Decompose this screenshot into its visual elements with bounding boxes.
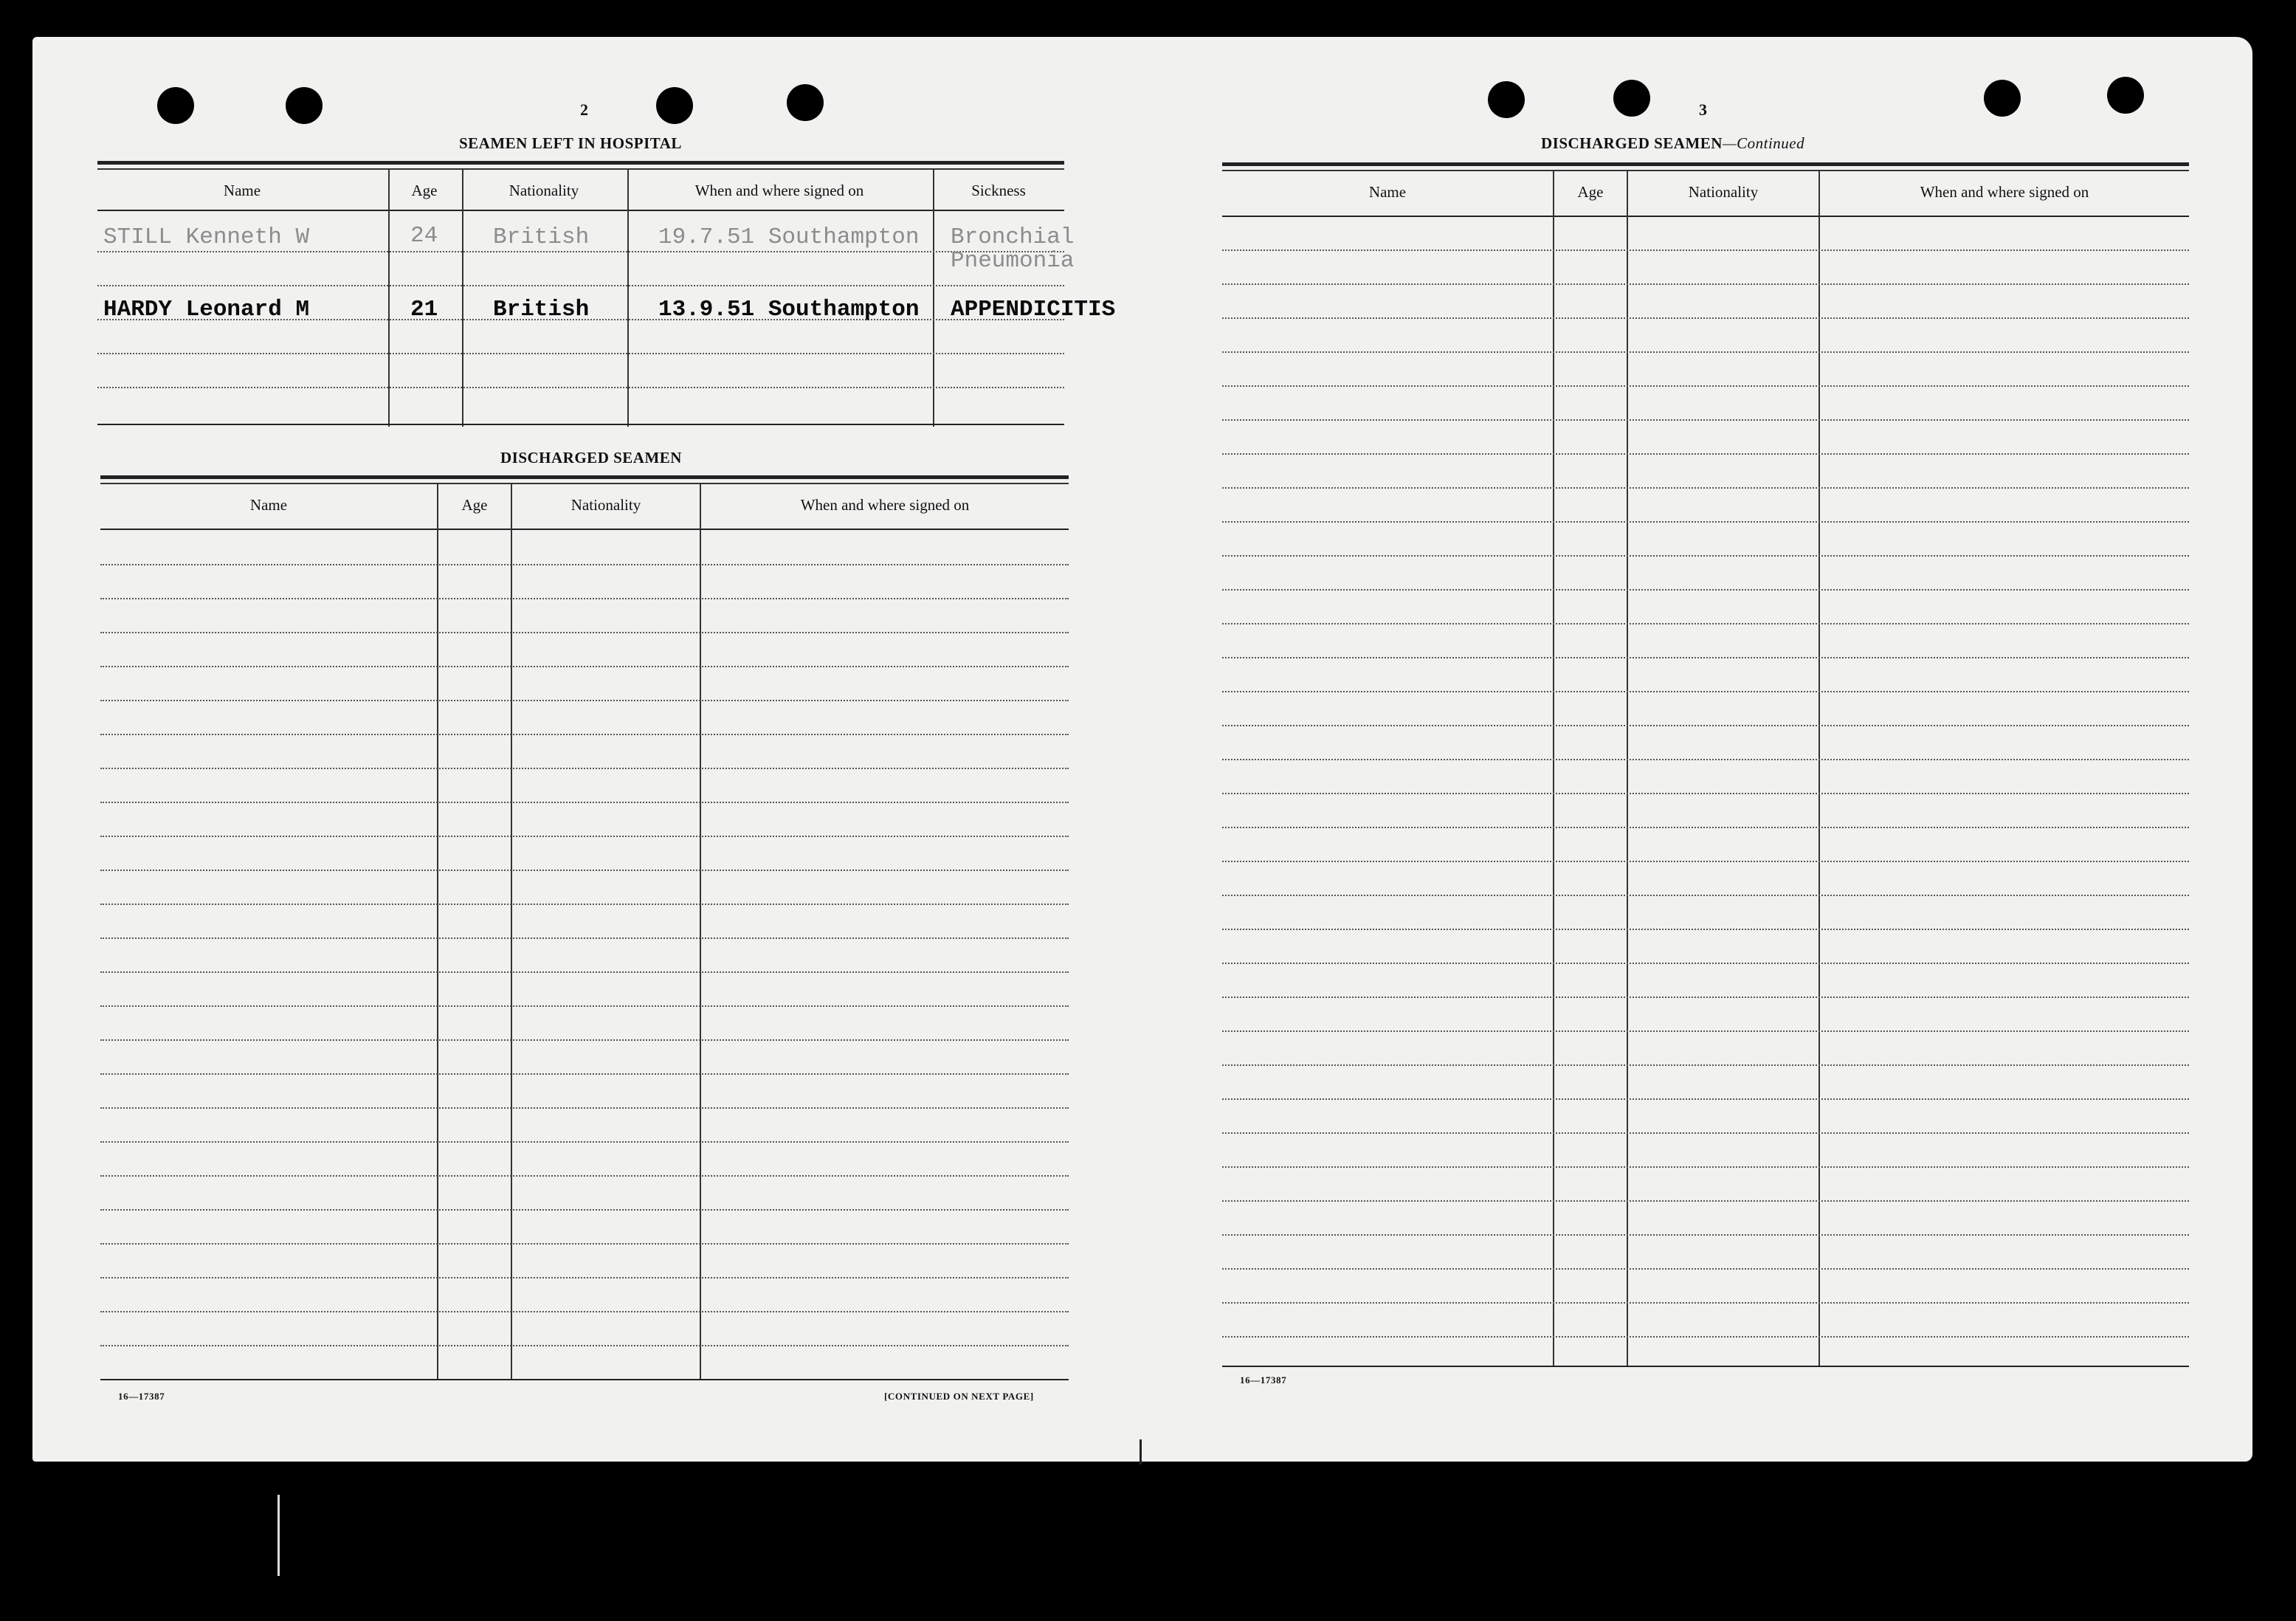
- column-header-name: Name: [249, 496, 288, 514]
- column-header-signed-on: When and where signed on: [694, 182, 864, 199]
- row-line: [1222, 351, 2189, 353]
- column-header-nationality: Nationality: [509, 182, 579, 199]
- header-underline: [97, 210, 1064, 211]
- table-cell-age: 24: [410, 223, 438, 249]
- table-cell-signed-on: 19.7.51 Southampton: [658, 224, 920, 250]
- punch-hole: [656, 87, 693, 124]
- row-line: [100, 1209, 1069, 1211]
- column-header-nationality: Nationality: [570, 496, 641, 514]
- row-line: [1222, 929, 2189, 930]
- column-header-sickness: Sickness: [971, 182, 1026, 199]
- table-cell-nationality: British: [493, 224, 590, 250]
- row-line: [1222, 1166, 2189, 1168]
- column-header-signed-on: When and where signed on: [1920, 183, 2089, 201]
- row-line: [1222, 589, 2189, 591]
- row-line: [100, 1107, 1069, 1109]
- row-line: [1222, 895, 2189, 896]
- row-line: [1222, 283, 2189, 285]
- row-line: [1222, 1336, 2189, 1338]
- row-line: [100, 802, 1069, 803]
- row-line: [1222, 1064, 2189, 1066]
- page-number: 2: [580, 100, 588, 119]
- punch-hole: [2107, 77, 2144, 114]
- row-line: [1222, 487, 2189, 489]
- row-line: [1222, 861, 2189, 862]
- row-line: [100, 1005, 1069, 1007]
- column-header-name: Name: [223, 182, 261, 199]
- punch-hole: [1984, 80, 2021, 117]
- form-number: 16—17387: [118, 1391, 165, 1402]
- row-line: [100, 1073, 1069, 1075]
- page-fold: [1140, 1439, 1142, 1465]
- row-line: [1222, 1132, 2189, 1134]
- column-header-age: Age: [1577, 183, 1604, 201]
- row-line: [1222, 1302, 2189, 1304]
- row-line: [100, 870, 1069, 871]
- row-line: [100, 700, 1069, 701]
- table-cell-sickness: APPENDICITIS: [951, 297, 1116, 323]
- row-line: [1222, 827, 2189, 828]
- row-line: [1222, 249, 2189, 251]
- table-cell-age: 21: [410, 297, 438, 323]
- row-line: [1222, 555, 2189, 557]
- table-cell-signed-on: 13.9.51 Southampton: [658, 297, 920, 323]
- row-line: [1222, 691, 2189, 692]
- row-line: [1222, 521, 2189, 523]
- row-line: [1222, 1200, 2189, 1202]
- table-cell-nationality: British: [493, 297, 590, 323]
- row-line: [1222, 759, 2189, 760]
- row-line: [1222, 997, 2189, 998]
- row-line: [1222, 1234, 2189, 1236]
- table-top-rule: [1222, 162, 2189, 166]
- section-title-discharged-continued: [1541, 134, 1804, 153]
- scan-artifact: [277, 1495, 280, 1576]
- table-cell-sickness: Bronchial: [951, 224, 1075, 250]
- row-line: [100, 734, 1069, 735]
- row-line: [100, 836, 1069, 837]
- row-line: [100, 666, 1069, 667]
- row-line: [1222, 963, 2189, 964]
- row-line: [1222, 1030, 2189, 1032]
- table-top-rule: [100, 475, 1069, 479]
- row-line: [97, 353, 1064, 354]
- row-line: [1222, 453, 2189, 455]
- table-bottom-rule: [100, 1379, 1069, 1380]
- row-line: [1222, 725, 2189, 726]
- table-cell-sickness: Pneumonia: [951, 248, 1075, 274]
- table-top-rule: [1222, 170, 2189, 171]
- table-top-rule: [97, 161, 1064, 165]
- row-line: [100, 598, 1069, 599]
- row-line: [100, 1141, 1069, 1143]
- row-line: [1222, 317, 2189, 319]
- row-line: [100, 564, 1069, 565]
- row-line: [100, 1039, 1069, 1041]
- header-underline: [1222, 216, 2189, 217]
- row-line: [97, 285, 1064, 286]
- row-line: [1222, 623, 2189, 624]
- row-line: [100, 1277, 1069, 1278]
- column-divider: [1818, 170, 1820, 1367]
- punch-hole: [1613, 80, 1650, 117]
- title-main: DISCHARGED SEAMEN: [1541, 134, 1723, 152]
- form-number: 16—17387: [1240, 1374, 1287, 1386]
- row-line: [100, 904, 1069, 905]
- row-line: [1222, 793, 2189, 794]
- row-line: [100, 1175, 1069, 1177]
- column-divider: [1553, 170, 1554, 1367]
- row-line: [97, 387, 1064, 388]
- column-header-signed-on: When and where signed on: [800, 496, 970, 514]
- section-title-hospital: SEAMEN LEFT IN HOSPITAL: [459, 134, 682, 152]
- table-top-rule: [97, 168, 1064, 170]
- title-suffix: —Continued: [1722, 134, 1805, 152]
- punch-hole: [157, 87, 194, 124]
- row-line: [1222, 385, 2189, 387]
- column-header-age: Age: [411, 182, 438, 199]
- table-cell-name: HARDY Leonard M: [103, 297, 310, 323]
- header-underline: [100, 529, 1069, 530]
- row-line: [100, 1345, 1069, 1346]
- punch-hole: [1488, 81, 1525, 118]
- page-number: 3: [1699, 100, 1707, 119]
- column-header-age: Age: [461, 496, 488, 514]
- row-line: [1222, 1268, 2189, 1270]
- section-title-discharged: DISCHARGED SEAMEN: [500, 449, 682, 467]
- row-line: [100, 937, 1069, 939]
- table-bottom-rule: [1222, 1366, 2189, 1367]
- row-line: [100, 1311, 1069, 1312]
- row-line: [100, 1243, 1069, 1245]
- table-cell-name: STILL Kenneth W: [103, 224, 310, 250]
- column-header-name: Name: [1368, 183, 1407, 201]
- row-line: [100, 971, 1069, 973]
- row-line: [1222, 1098, 2189, 1100]
- row-line: [97, 251, 1064, 252]
- punch-hole: [787, 84, 824, 121]
- row-line: [1222, 419, 2189, 421]
- row-line: [100, 632, 1069, 633]
- punch-hole: [286, 87, 323, 124]
- table-top-rule: [100, 483, 1069, 484]
- continued-note: [CONTINUED ON NEXT PAGE]: [884, 1391, 1034, 1402]
- column-divider: [1627, 170, 1628, 1367]
- row-line: [100, 768, 1069, 769]
- row-line: [1222, 657, 2189, 658]
- column-header-nationality: Nationality: [1688, 183, 1759, 201]
- table-bottom-rule: [97, 424, 1064, 425]
